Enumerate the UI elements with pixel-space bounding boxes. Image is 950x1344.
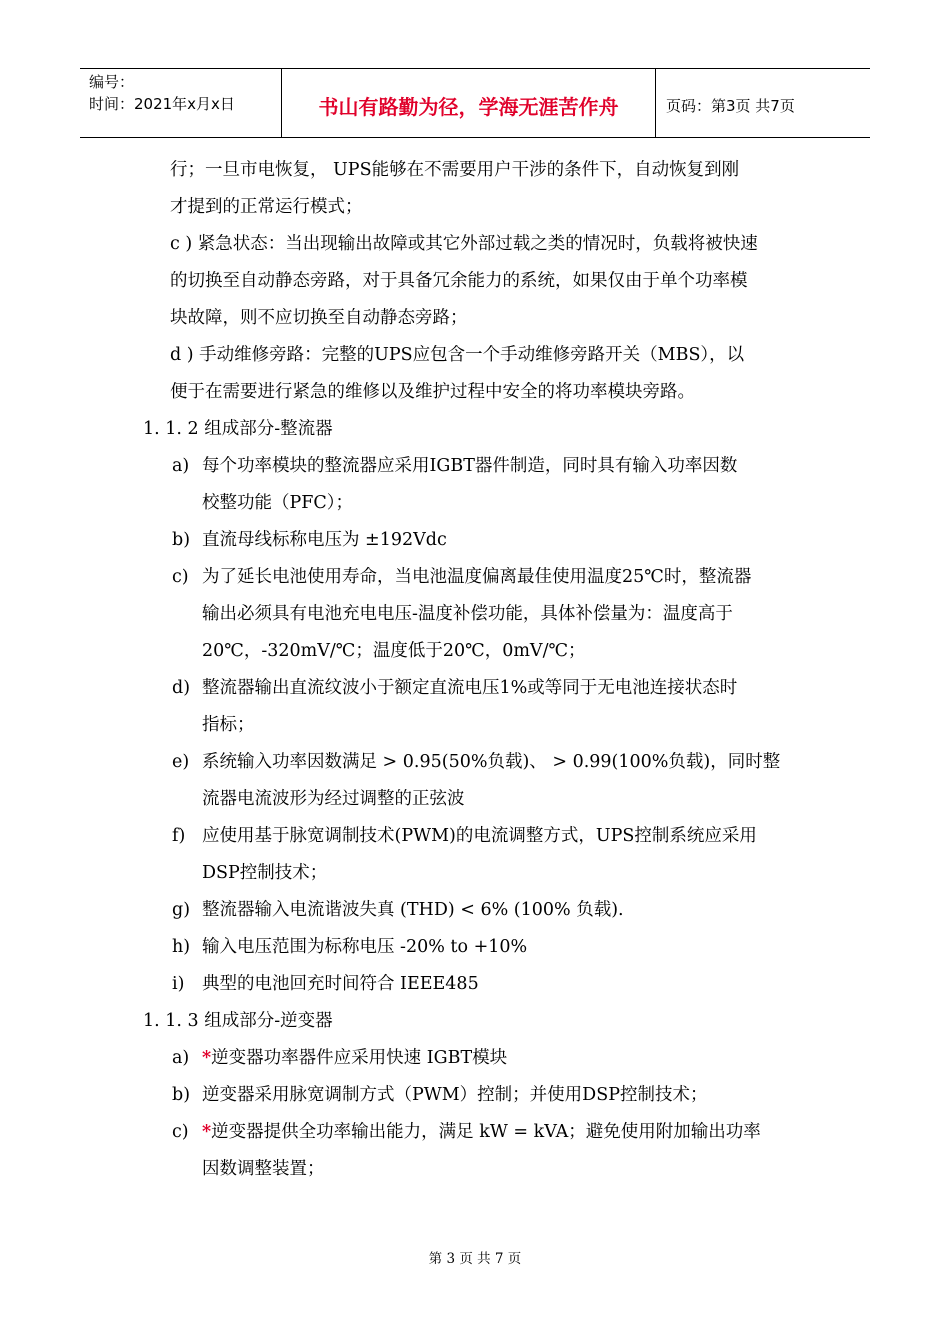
page-header <box>80 68 870 138</box>
item-label: c) <box>172 567 189 587</box>
item-label: b) <box>172 530 191 550</box>
text-line: 便于在需要进行紧急的维修以及维护过程中安全的将功率模块旁路。 <box>170 382 695 402</box>
item-text: 20℃，-320mV/℃；温度低于20℃，0mV/℃； <box>202 641 586 661</box>
item-label: d) <box>172 678 191 698</box>
text-line: 才提到的正常运行模式； <box>170 197 363 217</box>
item-text: 为了延长电池使用寿命，当电池温度偏离最佳使用温度25℃时，整流器 <box>202 567 752 587</box>
item-text: DSP控制技术； <box>202 863 328 883</box>
section-heading: 1. 1. 3 组成部分-逆变器 <box>143 1011 333 1031</box>
item-label: a) <box>172 1048 190 1068</box>
section-heading: 1. 1. 2 组成部分-整流器 <box>143 419 333 439</box>
item-label: h) <box>172 937 191 957</box>
item-text: 逆变器采用脉宽调制方式（PWM）控制；并使用DSP控制技术； <box>202 1085 708 1105</box>
doc-date-label: 时间：2021年x月x日 <box>89 95 235 113</box>
item-text: 应使用基于脉宽调制技术(PWM)的电流调整方式，UPS控制系统应采用 <box>202 826 757 846</box>
item-label: f) <box>172 826 186 846</box>
item-text: 系统输入功率因数满足 > 0.95(50%负载)、 > 0.99(100%负载)，同时整 <box>202 752 781 772</box>
text-line: 行；一旦市电恢复， UPS能够在不需要用户干涉的条件下，自动恢复到刚 <box>170 160 740 180</box>
item-text: 输入电压范围为标称电压 -20% to +10% <box>202 937 528 957</box>
page-footer: 第 3 页 共 7 页 <box>428 1251 522 1267</box>
item-text: 流器电流波形为经过调整的正弦波 <box>202 789 465 809</box>
required-star-icon: * <box>202 1048 212 1068</box>
text-line: d ) 手动维修旁路：完整的UPS应包含一个手动维修旁路开关（MBS），以 <box>170 345 745 365</box>
item-text: *逆变器功率器件应采用快速 IGBT模块 <box>202 1048 508 1068</box>
item-text: 指标； <box>202 715 255 735</box>
item-text: 整流器输出直流纹波小于额定直流电压1%或等同于无电池连接状态时 <box>202 678 738 698</box>
item-label: g) <box>172 900 191 920</box>
item-text: 直流母线标称电压为 ±192Vdc <box>202 530 447 550</box>
text-line: c ) 紧急状态：当出现输出故障或其它外部过载之类的情况时，负载将被快速 <box>170 234 758 254</box>
text-line: 的切换至自动静态旁路，对于具备冗余能力的系统，如果仅由于单个功率模 <box>170 271 748 291</box>
header-meta <box>80 69 282 137</box>
item-text: 典型的电池回充时间符合 IEEE485 <box>202 974 479 994</box>
required-star-icon: * <box>202 1122 212 1142</box>
item-label: c) <box>172 1122 189 1142</box>
item-text: 校整功能（PFC）； <box>202 493 354 513</box>
item-label: e) <box>172 752 190 772</box>
item-label: i) <box>172 974 185 994</box>
item-label: a) <box>172 456 190 476</box>
item-text: *逆变器提供全功率输出能力，满足 kW = kVA；避免使用附加输出功率 <box>202 1122 761 1142</box>
item-text: 输出必须具有电池充电电压-温度补偿功能，具体补偿量为：温度高于 <box>202 604 733 624</box>
header-motto: 书山有路勤为径，学海无涯苦作舟 <box>282 69 656 137</box>
item-text: 整流器输入电流谐波失真 (THD) < 6% (100% 负载). <box>202 900 624 920</box>
item-text: 因数调整装置； <box>202 1159 325 1179</box>
text-line: 块故障，则不应切换至自动静态旁路； <box>170 308 468 328</box>
doc-number-label: 编号： <box>89 73 135 91</box>
item-text: 每个功率模块的整流器应采用IGBT器件制造，同时具有输入功率因数 <box>202 456 738 476</box>
item-label: b) <box>172 1085 191 1105</box>
header-page-info: 页码：第3页 共7页 <box>666 96 795 115</box>
